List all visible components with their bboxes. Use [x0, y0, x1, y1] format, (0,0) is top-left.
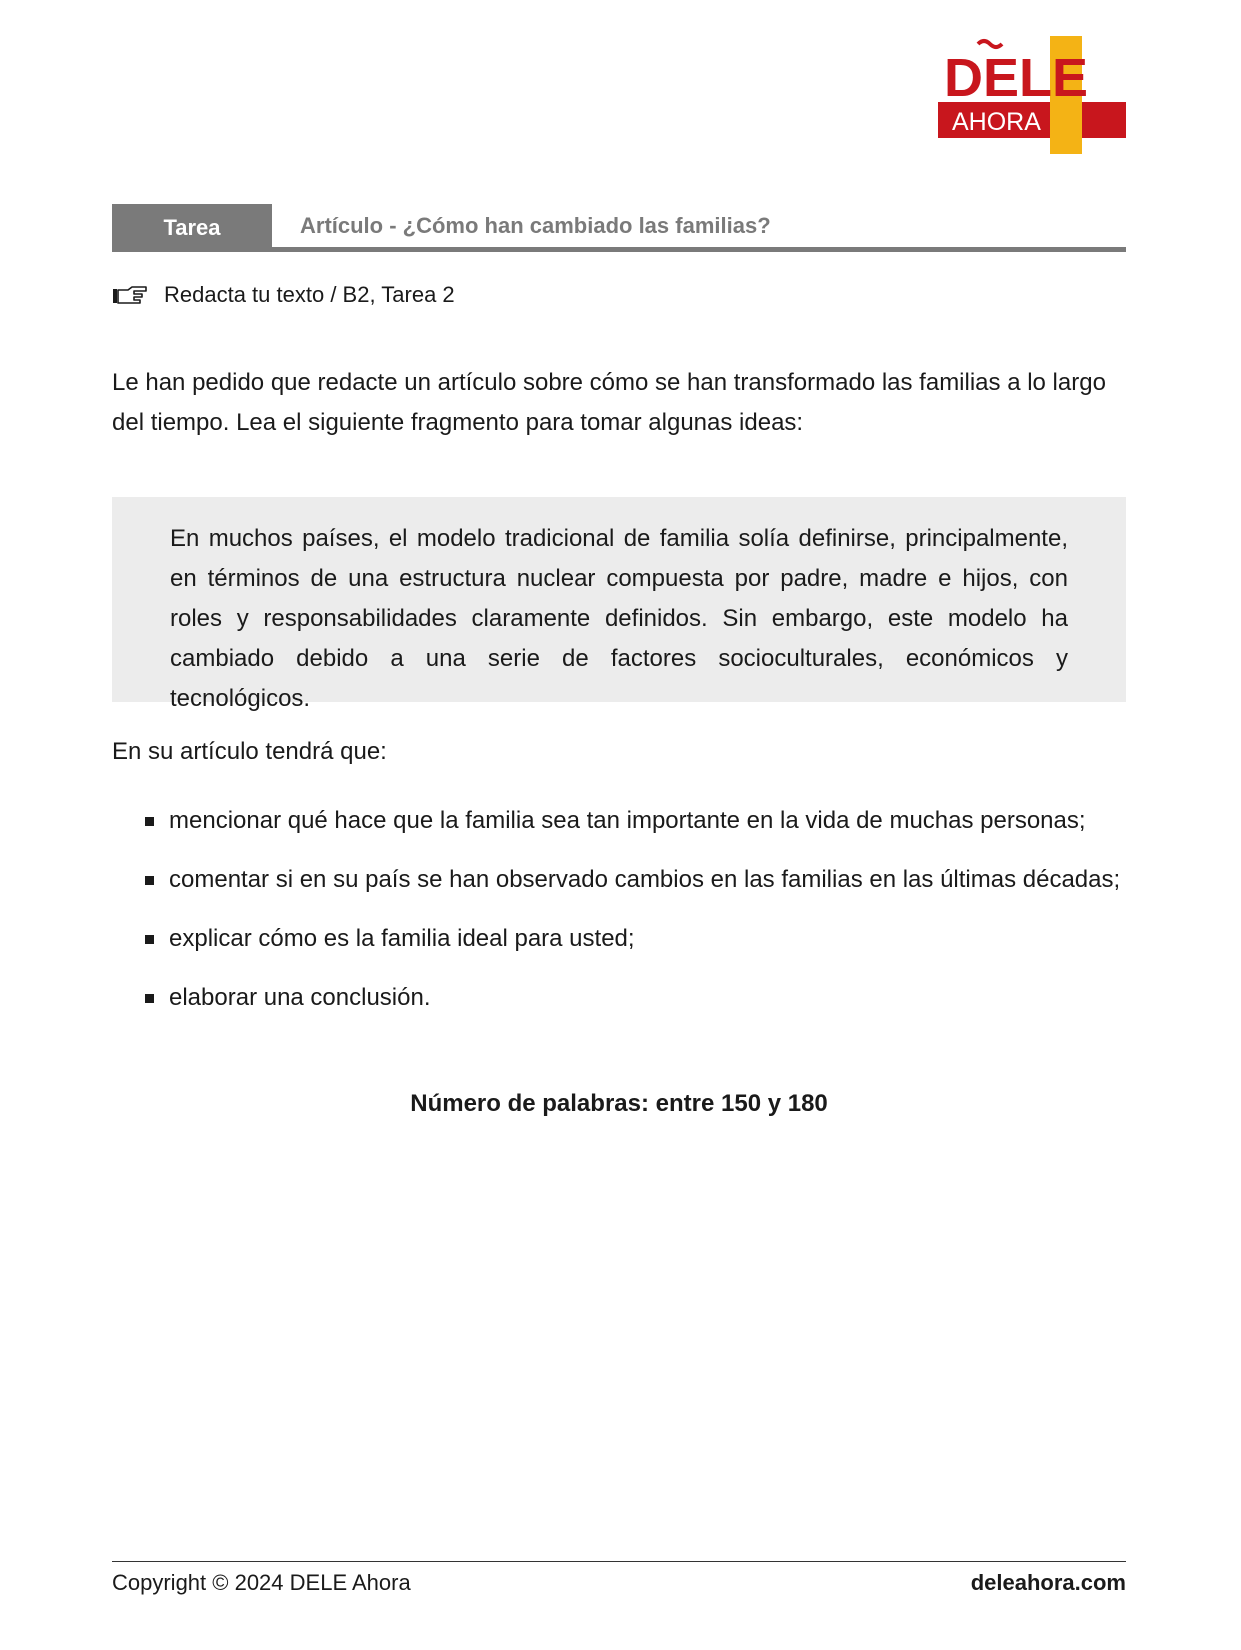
list-item: elaborar una conclusión.: [112, 983, 1142, 1042]
instruction-text: Redacta tu texto / B2, Tarea 2: [164, 282, 455, 307]
logo-word: DELE: [944, 48, 1089, 108]
logo-subword: AHORA: [952, 108, 1041, 136]
requirements-list: [112, 806, 1142, 1042]
footer-site-link[interactable]: deleahora.com: [970, 1570, 1126, 1595]
quote-box: [112, 497, 1126, 712]
task-header: [112, 204, 1126, 252]
list-item: mencionar qué hace que la familia sea tan importante en la vida de muchas personas;: [112, 806, 1142, 865]
footer-copyright: Copyright © 2024 DELE Ahora: [112, 1570, 411, 1595]
task-divider: [112, 247, 1126, 252]
dele-ahora-logo: [938, 36, 1126, 154]
quote-text: En muchos países, el modelo tradicional de familia solía definirse, principalmente, en términos de una estructura nuclear compuesta por padre, madre e hijos, con roles y responsabilidades claramente definidos. Sin embargo, este modelo ha cambiado debido a una serie de factores socioculturales, económicos y tecnológicos.: [170, 525, 1068, 712]
task-title: Artículo - ¿Cómo han cambiado las familias?: [300, 213, 771, 238]
bullet-square-icon: [145, 876, 154, 885]
instruction-line: [112, 282, 455, 308]
footer-divider: [112, 1561, 1126, 1562]
pointing-hand-icon: [112, 283, 148, 307]
list-item: comentar si en su país se han observado cambios en las familias en las últimas décadas;: [112, 865, 1142, 924]
task-label: Tarea: [112, 204, 272, 252]
list-item: explicar cómo es la familia ideal para usted;: [112, 924, 1142, 983]
intro-paragraph: Le han pedido que redacte un artículo sobre cómo se han transformado las familias a lo largo del tiempo. Lea el siguiente fragmento para tomar algunas ideas:: [112, 369, 1106, 436]
lead-text: En su artículo tendrá que:: [112, 738, 387, 765]
word-count: Número de palabras: entre 150 y 180: [410, 1090, 828, 1117]
bullet-square-icon: [145, 935, 154, 944]
bullet-square-icon: [145, 994, 154, 1003]
bullet-square-icon: [145, 817, 154, 826]
